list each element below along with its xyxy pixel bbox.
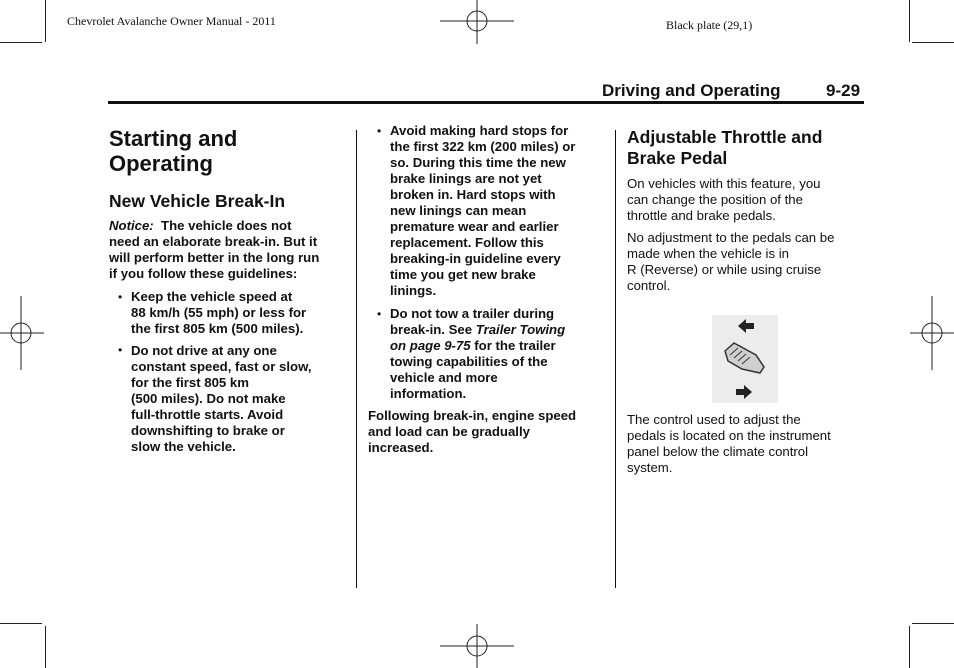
registration-mark-right	[910, 296, 954, 370]
bullet-line: full-throttle starts. Avoid	[131, 407, 284, 422]
running-section-title: Driving and Operating	[602, 81, 781, 100]
paragraph-line: can change the position of the	[627, 192, 803, 207]
paragraph-line: system.	[627, 460, 673, 475]
paragraph-line: increased.	[368, 440, 434, 455]
bullet-line: so. During this time the new	[390, 155, 566, 170]
bullet-line: slow the vehicle.	[131, 439, 236, 454]
bullet-item	[390, 306, 604, 402]
paragraph	[627, 176, 863, 224]
plate-label: Black plate (29,1)	[666, 18, 753, 32]
column-divider	[356, 130, 357, 588]
bullet-text: break-in. See	[390, 322, 476, 337]
bullet-line	[390, 322, 604, 338]
paragraph-line: and load can be gradually	[368, 424, 530, 439]
bullet-line: downshifting to brake or	[131, 423, 285, 438]
bullet-line: constant speed, fast or slow,	[131, 359, 312, 374]
bullet-marker: •	[118, 343, 123, 357]
crop-mark	[912, 623, 954, 624]
bullet-line: 88 km/h (55 mph) or less for	[131, 305, 307, 320]
chapter-title-line: Operating	[109, 151, 213, 176]
paragraph-line: throttle and brake pedals.	[627, 208, 776, 223]
heading-line: Brake Pedal	[627, 148, 728, 168]
chapter-title	[109, 126, 339, 176]
notice-text: The vehicle does not	[161, 218, 292, 233]
bullet-line: towing capabilities of the	[390, 354, 548, 369]
bullet-marker: •	[377, 307, 382, 321]
crop-mark	[909, 0, 910, 42]
bullet-line: information.	[390, 386, 467, 401]
bullet-line: replacement. Follow this	[390, 235, 544, 250]
notice-paragraph	[109, 218, 345, 282]
notice-line: if you follow these guidelines:	[109, 266, 298, 281]
paragraph-line: made when the vehicle is in	[627, 246, 790, 261]
paragraph-line: control.	[627, 278, 671, 293]
bullet-item	[131, 343, 345, 455]
heading-line: Adjustable Throttle and	[627, 127, 823, 147]
notice-line: need an elaborate break-in. But it	[109, 234, 318, 249]
paragraph-line: On vehicles with this feature, you	[627, 176, 821, 191]
section-heading-break-in: New Vehicle Break-In	[109, 191, 286, 211]
bullet-marker: •	[118, 290, 123, 304]
pedal-adjust-switch-image	[712, 315, 778, 403]
bullet-line: Avoid making hard stops for	[390, 123, 569, 138]
crop-mark	[912, 42, 954, 43]
arrow-right-icon	[736, 385, 752, 399]
paragraph-line: The control used to adjust the	[627, 412, 801, 427]
bullet-line: vehicle and more	[390, 370, 498, 385]
bullet-line: the first 805 km (500 miles).	[131, 321, 304, 336]
paragraph	[627, 412, 863, 476]
paragraph-line: Following break-in, engine speed	[368, 408, 577, 423]
header-rule	[108, 101, 864, 104]
bullet-line: broken in. Hard stops with	[390, 187, 556, 202]
trailer-towing-link[interactable]: Trailer Towing	[475, 322, 566, 337]
notice-line	[109, 218, 345, 234]
closing-paragraph	[368, 408, 604, 456]
registration-mark-top	[440, 0, 514, 44]
bullet-line: linings.	[390, 283, 437, 298]
trailer-towing-page-link[interactable]: on page 9-75	[390, 338, 471, 353]
crop-mark	[45, 0, 46, 42]
bullet-line: time you get new brake	[390, 267, 536, 282]
bullet-line: brake linings are not yet	[390, 171, 542, 186]
bullet-line: new linings can mean	[390, 203, 527, 218]
page-number: 9-29	[826, 81, 861, 100]
manual-title: Chevrolet Avalanche Owner Manual - 2011	[67, 14, 276, 28]
paragraph-line: panel below the climate control	[627, 444, 809, 459]
bullet-line: premature wear and earlier	[390, 219, 559, 234]
bullet-item	[131, 289, 345, 337]
bullet-marker: •	[377, 124, 382, 138]
bullet-line: for the first 805 km	[131, 375, 249, 390]
arrow-left-icon	[738, 319, 754, 333]
bullet-line: Keep the vehicle speed at	[131, 289, 293, 304]
bullet-line: (500 miles). Do not make	[131, 391, 286, 406]
crop-mark	[909, 626, 910, 668]
crop-mark	[0, 623, 42, 624]
bullet-text: for the trailer	[470, 338, 556, 353]
bullet-line: Do not drive at any one	[131, 343, 277, 358]
chapter-title-line: Starting and	[109, 126, 238, 151]
notice-line: will perform better in the long run	[109, 250, 320, 265]
paragraph-line: pedals is located on the instrument	[627, 428, 831, 443]
paragraph-line: R (Reverse) or while using cruise	[627, 262, 822, 277]
bullet-item	[390, 123, 604, 299]
bullet-line: the first 322 km (200 miles) or	[390, 139, 576, 154]
pedal-switch-icon	[725, 343, 764, 373]
column-divider	[615, 130, 616, 588]
registration-mark-bottom	[440, 624, 514, 668]
registration-mark-left	[0, 296, 44, 370]
bullet-line	[390, 338, 604, 354]
bullet-line: Do not tow a trailer during	[390, 306, 555, 321]
section-heading-adjustable-pedal	[627, 127, 863, 169]
paragraph	[627, 230, 863, 294]
notice-label: Notice:	[109, 218, 154, 233]
crop-mark	[0, 42, 42, 43]
bullet-line: breaking-in guideline every	[390, 251, 561, 266]
crop-mark	[45, 626, 46, 668]
paragraph-line: No adjustment to the pedals can be	[627, 230, 835, 245]
